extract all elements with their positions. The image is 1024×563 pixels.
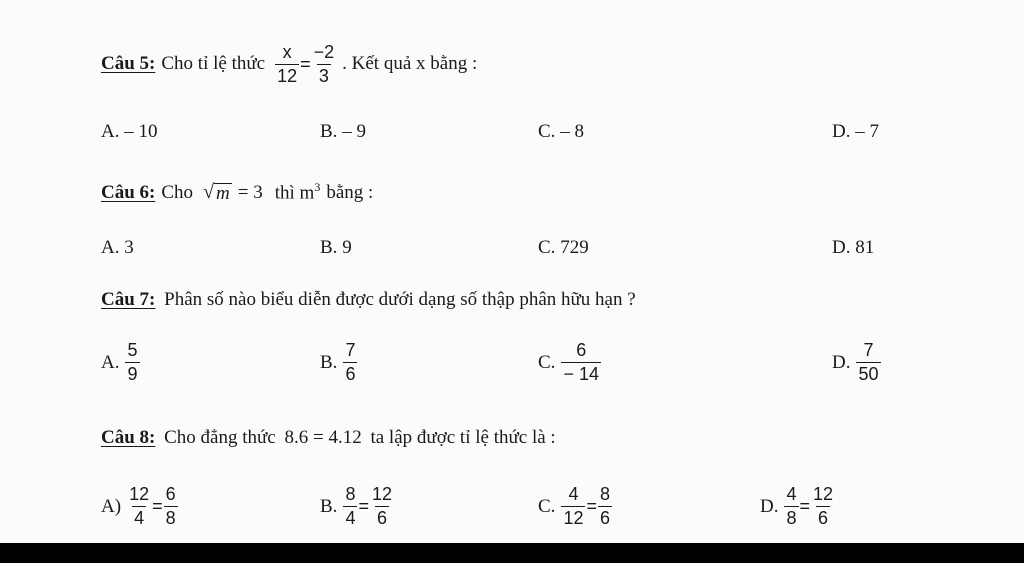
question-5 (101, 36, 477, 92)
numerator: 12 (371, 484, 392, 504)
numerator: 7 (345, 340, 356, 360)
numerator: −2 (313, 41, 335, 62)
denominator: 4 (134, 508, 145, 528)
superscript: 3 (314, 180, 321, 194)
fraction (561, 340, 601, 385)
option-letter: D. (832, 351, 851, 373)
bottom-black-bar (0, 543, 1024, 563)
fraction (125, 340, 139, 385)
equals-sign: = (152, 496, 163, 516)
option-value: – 8 (560, 121, 584, 142)
numerator: 7 (863, 340, 874, 360)
denominator: 6 (345, 364, 356, 384)
numerator: 8 (599, 484, 610, 504)
fraction (343, 484, 357, 529)
option-value: 9 (342, 237, 352, 258)
numerator: 12 (129, 484, 150, 504)
equals-sign: = (300, 53, 311, 74)
option-a (101, 121, 157, 143)
option-letter: D. (760, 495, 779, 517)
numerator: 8 (345, 484, 356, 504)
denominator: 8 (786, 508, 797, 528)
numerator: 4 (568, 484, 579, 504)
denominator: 3 (318, 65, 329, 86)
numerator: 5 (127, 340, 138, 360)
denominator: 6 (599, 508, 610, 528)
fraction (598, 484, 612, 529)
option-letter: C. (538, 121, 556, 142)
denominator: 8 (165, 508, 176, 528)
fraction (856, 340, 880, 385)
fraction (561, 484, 585, 529)
option-b (320, 237, 352, 259)
text-mid: thì m (274, 182, 315, 204)
fraction (127, 484, 151, 529)
question-text: ta lập được tỉ lệ thức là : (370, 427, 556, 448)
option-letter: B. (320, 121, 338, 142)
denominator: 12 (563, 508, 584, 528)
question-text: bằng : (326, 182, 374, 204)
option-letter: B. (320, 351, 338, 373)
option-a (101, 340, 140, 385)
radical-sign-icon: √ (203, 181, 215, 204)
question-label: Câu 6: (101, 182, 156, 204)
question-7 (101, 289, 636, 311)
option-d (760, 484, 835, 529)
option-letter: C. (538, 237, 556, 258)
denominator: 9 (127, 364, 138, 384)
numerator: 6 (165, 484, 176, 504)
fraction (343, 340, 357, 385)
question-label: Câu 7: (101, 289, 156, 310)
option-c (538, 237, 589, 259)
option-a (101, 484, 178, 529)
equation: 8.6 = 4.12 (284, 427, 362, 448)
option-a (101, 237, 134, 259)
question-8 (101, 427, 556, 449)
option-letter: D. (832, 237, 851, 258)
fraction (784, 484, 798, 529)
option-value: – 7 (855, 121, 879, 142)
numerator: 12 (813, 484, 834, 504)
question-text: Cho tỉ lệ thức (161, 53, 266, 74)
option-value: – 10 (124, 121, 158, 142)
question-text: . Kết quả x bằng : (342, 53, 478, 74)
option-letter: D. (832, 121, 851, 142)
numerator: x (282, 41, 292, 62)
option-letter: A. (101, 237, 120, 258)
option-d (832, 121, 879, 143)
option-value: 81 (855, 237, 875, 258)
option-letter: C. (538, 495, 556, 517)
option-d (832, 340, 881, 385)
option-letter: C. (538, 351, 556, 373)
denominator: 4 (345, 508, 356, 528)
question-label: Câu 8: (101, 427, 156, 448)
option-value: – 9 (342, 121, 366, 142)
option-c (538, 121, 584, 143)
option-b (320, 121, 366, 143)
question-text: Cho (161, 182, 194, 204)
option-letter: B. (320, 495, 338, 517)
option-letter: B. (320, 237, 338, 258)
numerator: 6 (576, 340, 587, 360)
denominator: 12 (277, 65, 298, 86)
denominator: 6 (376, 508, 387, 528)
denominator: 6 (818, 508, 829, 528)
fraction (275, 42, 299, 87)
fraction (370, 484, 394, 529)
option-c (538, 340, 601, 385)
option-b (320, 484, 394, 529)
fraction (811, 484, 835, 529)
question-label: Câu 5: (101, 53, 156, 74)
option-value: 729 (560, 237, 589, 258)
equals-sign: = (586, 496, 597, 516)
option-letter: A. (101, 351, 120, 373)
question-text: Phân số nào biểu diễn được dưới dạng số thập phân hữu hạn ? (164, 289, 636, 310)
denominator: − 14 (563, 364, 599, 384)
option-c (538, 484, 612, 529)
option-b (320, 340, 357, 385)
option-letter: A. (101, 121, 120, 142)
equals-sign: = (799, 496, 811, 516)
equation-rest: = 3 (237, 182, 263, 204)
option-d (832, 237, 874, 259)
question-6 (101, 180, 373, 204)
fraction (164, 484, 178, 529)
fraction (312, 42, 337, 87)
denominator: 50 (858, 364, 879, 384)
option-value: 3 (124, 237, 134, 258)
option-letter: A) (101, 495, 122, 517)
equals-sign: = (358, 496, 369, 516)
question-text (275, 180, 321, 204)
numerator: 4 (786, 484, 797, 504)
question-text: Cho đẳng thức (164, 427, 276, 448)
square-root (203, 181, 232, 204)
radicand: m (216, 183, 230, 205)
